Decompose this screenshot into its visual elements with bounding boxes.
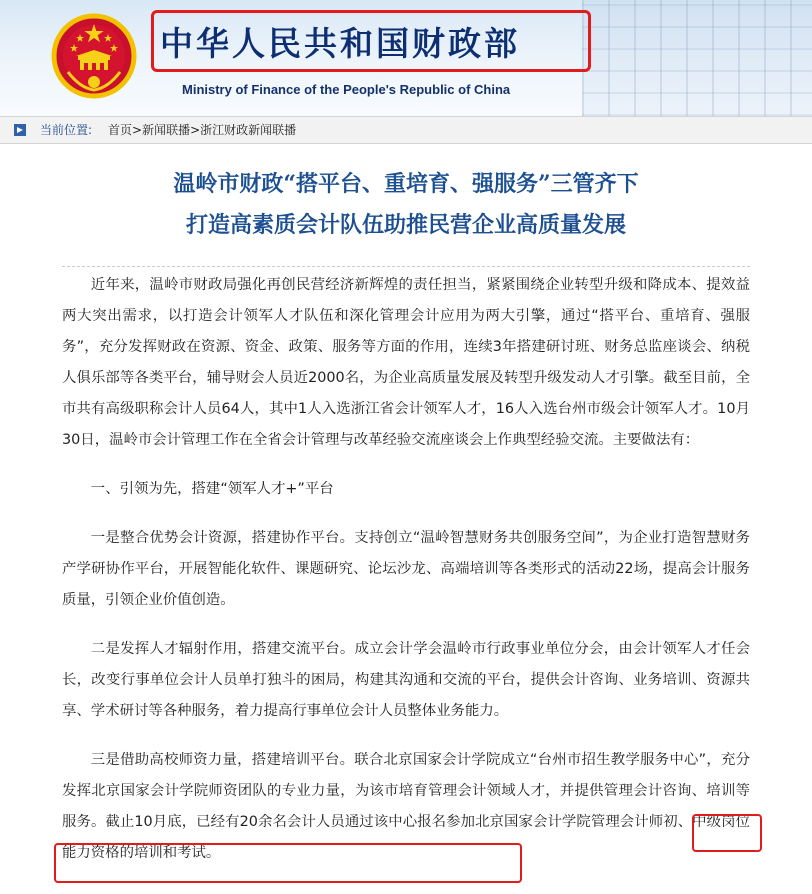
article-body [62, 270, 750, 869]
article-title-line1: 温岭市财政“搭平台、重培育、强服务”三管齐下 [173, 171, 639, 197]
national-emblem-icon [50, 12, 138, 100]
breadcrumb [0, 116, 812, 144]
text-highlight-box [54, 843, 522, 883]
site-title-chinese: 中华人民共和国财政部 [160, 24, 520, 63]
site-title-english: Ministry of Finance of the People's Republic of China [182, 82, 511, 97]
breadcrumb-path [108, 117, 296, 143]
breadcrumb-link-news[interactable]: 新闻联播 [142, 123, 191, 137]
article-paragraph-1: 一是整合优势会计资源，搭建协作平台。支持创立“温岭智慧财务共创服务空间”，为企业打造智慧财务产学研协作平台，开展智能化软件、课题研究、论坛沙龙、高端培训等各类形式的活动22场，提高会计服务质量，引领企业价值创造。 [62, 530, 750, 608]
breadcrumb-separator: > [132, 123, 143, 137]
article-title-line2: 打造高素质会计队伍助推民营企业高质量发展 [185, 212, 626, 238]
header-building-background [582, 0, 812, 116]
site-header [0, 0, 812, 116]
breadcrumb-link-zhejiang-news[interactable]: 浙江财政新闻联播 [200, 123, 297, 137]
text-highlight-box [692, 814, 762, 852]
article-paragraph-intro: 近年来，温岭市财政局强化再创民营经济新辉煌的责任担当，紧紧围绕企业转型升级和降成本、提效益两大突出需求，以打造会计领军人才队伍和深化管理会计应用为两大引擎，通过“搭平台、重培育、强服务”，充分发挥财政在资源、资金、政策、服务等方面的作用，连续3年搭建研讨班、财务总监座谈会、纳税人俱乐部等各类平台，辅导财会人员近2000名，为企业高质量发展及转型升级发动人才引擎。截至目前，全市共有高级职称会计人员64人，其中1人入选浙江省会计领军人才，16人入选台州市级会计领军人才。10月30日，温岭市会计管理工作在全省会计管理与改革经验交流座谈会上作典型经验交流。主要做法有： [62, 277, 750, 448]
title-divider [62, 266, 750, 267]
location-icon [14, 124, 26, 136]
breadcrumb-link-home[interactable]: 首页 [108, 123, 133, 137]
article-paragraph-3: 三是借助高校师资力量，搭建培训平台。联合北京国家会计学院成立“台州市招生教学服务中心”，充分发挥北京国家会计学院师资团队的专业力量，为该市培育管理会计领域人才，并提供管理会计咨询、培训等服务。截止10月底，已经有20余名会计人员通过该中心报名参加北京国家会计学院管理会计师初、中级岗位能力资格的培训和考试。 [62, 752, 750, 861]
article-section-heading: 一、引领为先，搭建“领军人才+”平台 [90, 481, 334, 497]
breadcrumb-separator: > [190, 123, 201, 137]
breadcrumb-label: 当前位置: [40, 123, 93, 137]
article-paragraph-2: 二是发挥人才辐射作用，搭建交流平台。成立会计学会温岭市行政事业单位分会，由会计领军人才任会长，改变行事单位会计人员单打独斗的困局，构建其沟通和交流的平台，提供会计咨询、业务培训、资源共享、学术研讨等各种服务，着力提高行事单位会计人员整体业务能力。 [62, 641, 750, 719]
